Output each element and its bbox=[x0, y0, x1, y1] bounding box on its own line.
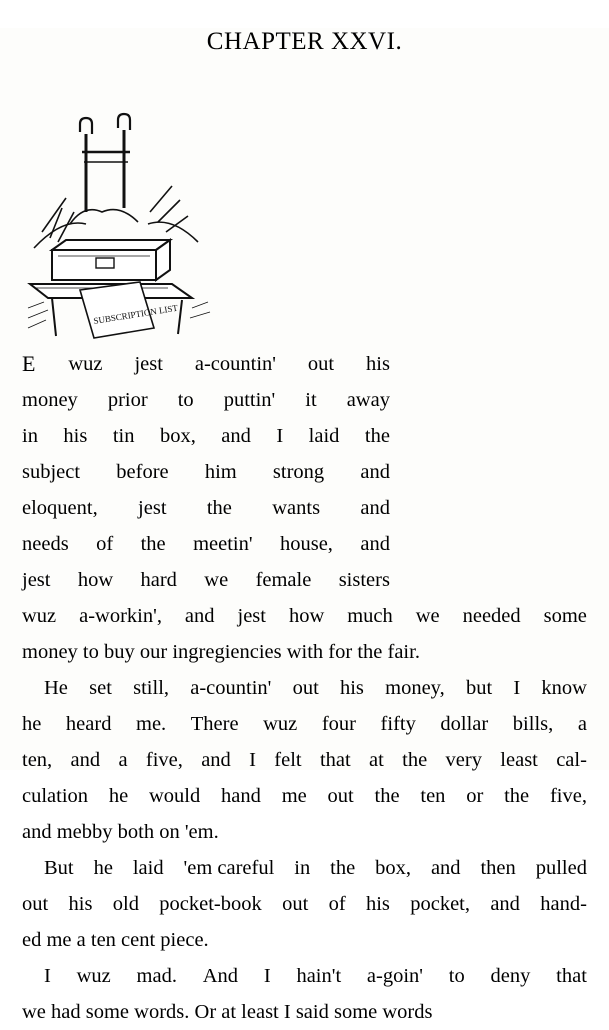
opening-wide-line-1: wuz a-workin', and jest how much we needed some bbox=[22, 605, 587, 627]
paragraph-4-line-1: I wuz mad. And I hain't a-goin' to deny that bbox=[44, 965, 587, 987]
paragraph-4-line-2: we had some words. Or at least I said some words bbox=[22, 1001, 433, 1023]
tin-box-shape bbox=[52, 240, 170, 280]
paragraph-2-line-4: culation he would hand me out the ten or the five, bbox=[22, 785, 587, 807]
paragraph-3-line-1: But he laid 'em careful in the box, and then pulled bbox=[44, 857, 587, 879]
opening-line-5: eloquent, jest the wants and bbox=[22, 497, 390, 519]
paragraph-2-line-1: He set still, a-countin' out his money, but I know bbox=[44, 677, 587, 699]
illustration-artwork bbox=[22, 112, 214, 344]
paragraph-2-line-5: and mebby both on 'em. bbox=[22, 821, 219, 843]
paper-label: SUBSCRIPTION LIST bbox=[92, 302, 179, 326]
paragraph-3-line-2: out his old pocket-book out of his pocket, and hand- bbox=[22, 893, 587, 915]
book-page bbox=[0, 28, 609, 1023]
opening-wide-line-2: money to buy our ingregiencies with for the fair. bbox=[22, 641, 420, 663]
paragraph-2 bbox=[22, 670, 587, 850]
paragraph-3 bbox=[22, 850, 587, 958]
opening-line-7: jest how hard we female sisters bbox=[22, 569, 390, 591]
opening-line-3: in his tin box, and I laid the bbox=[22, 425, 390, 447]
paragraph-3-line-3: ed me a ten cent piece. bbox=[22, 929, 209, 951]
opening-line-6: needs of the meetin' house, and bbox=[22, 533, 390, 555]
opening-line-4: subject before him strong and bbox=[22, 461, 390, 483]
text-column bbox=[22, 106, 587, 1030]
chapter-illustration bbox=[22, 112, 214, 344]
opening-line-2: money prior to puttin' it away bbox=[22, 389, 390, 411]
paragraph-2-line-3: ten, and a five, and I felt that at the very least cal- bbox=[22, 749, 587, 771]
paragraph-4 bbox=[22, 958, 587, 1030]
dropcap-letter: E bbox=[22, 351, 37, 376]
opening-line-1: E wuz jest a-countin' out his bbox=[22, 346, 390, 382]
page-title: CHAPTER XXVI. bbox=[206, 28, 403, 55]
paragraph-2-line-2: he heard me. There wuz four fifty dollar bills, a bbox=[22, 713, 587, 735]
opening-paragraph-continued bbox=[22, 598, 587, 670]
